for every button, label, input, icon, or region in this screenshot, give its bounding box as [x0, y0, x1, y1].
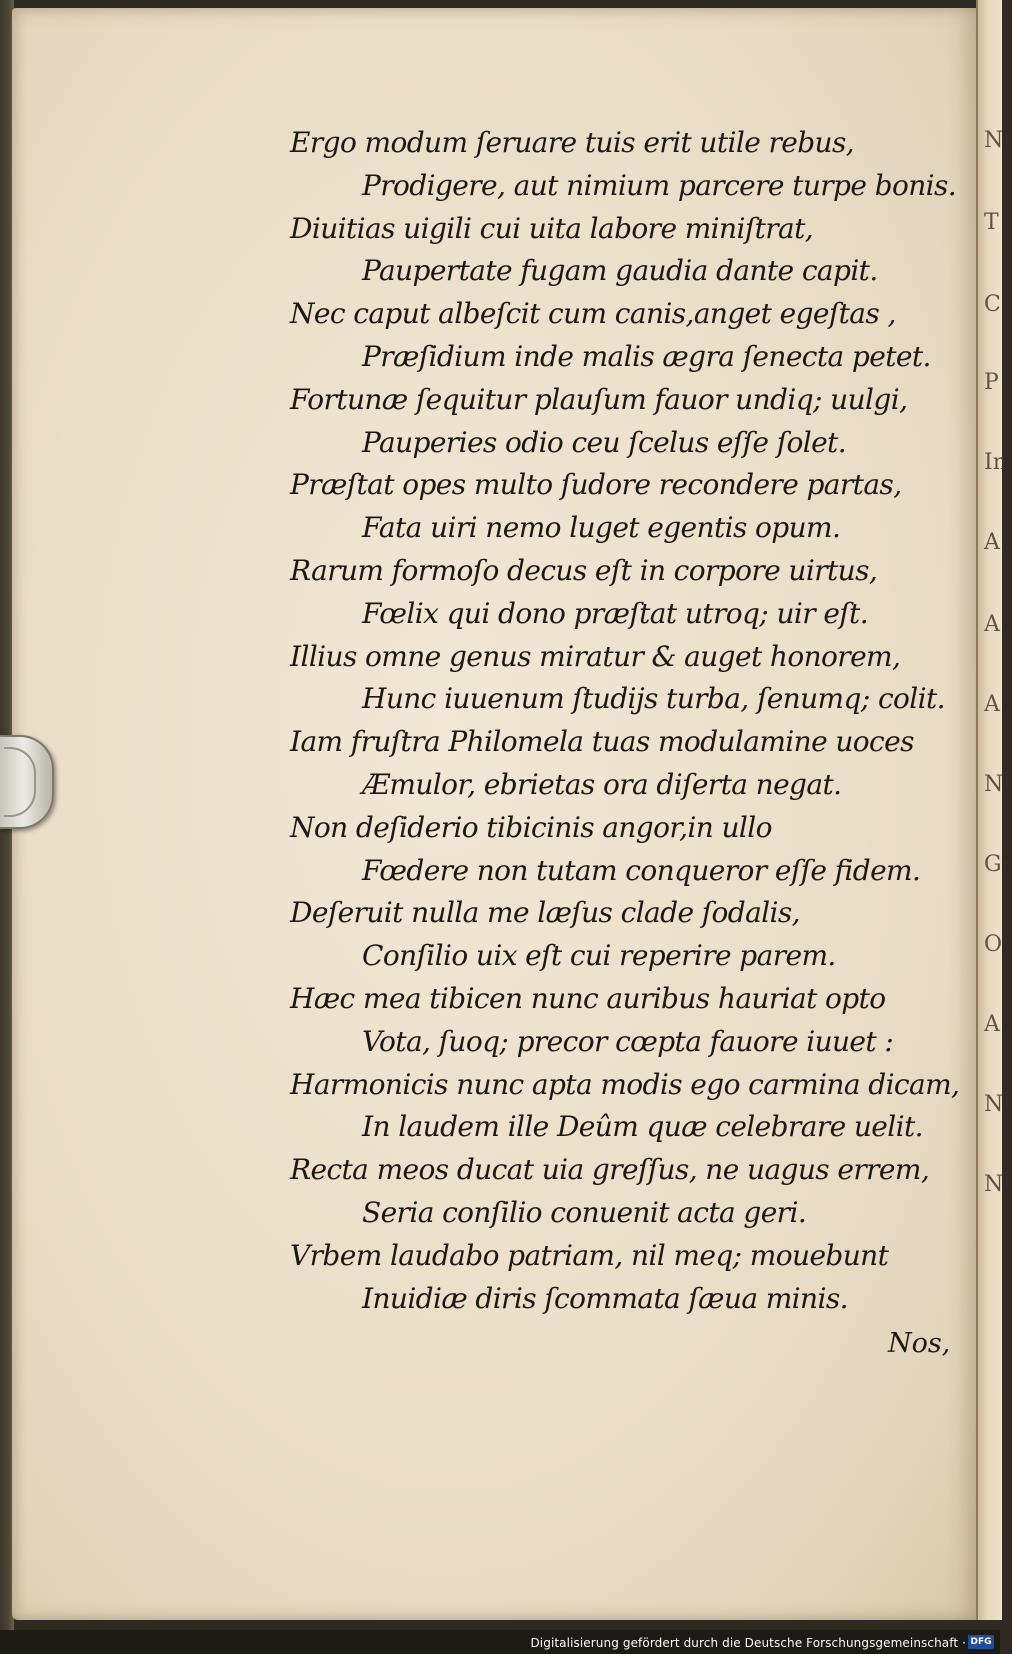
adjacent-page-letter: O: [984, 932, 1003, 957]
verse-line: Rarum formoſo decus eſt in corpore uirtus,: [290, 553, 878, 587]
verse-line: Fœlix qui dono præſtat utroq; uir eſt.: [362, 596, 869, 630]
verse-line: Æmulor, ebrietas ora diſerta negat.: [362, 767, 842, 801]
verse-line: Fata uiri nemo luget egentis opum.: [362, 511, 841, 545]
dfg-logo-icon: DFG: [968, 1635, 994, 1649]
verse-line: Deſeruit nulla me læſus clade ſodalis,: [290, 896, 800, 930]
verse-line: Vrbem laudabo patriam, nil meq; mouebunt: [290, 1238, 889, 1272]
adjacent-page-edge: [976, 0, 1002, 1620]
verse-line: Præſtat opes multo ſudore recondere partas,: [290, 468, 902, 502]
verse-line: Præſidium inde malis ægra ſenecta petet.: [362, 339, 931, 373]
verse-line: Iam fruſtra Philomela tuas modulamine uoces: [290, 725, 914, 759]
verse-line: Inuidiæ diris ſcommata ſæua minis.: [362, 1281, 848, 1315]
verse-line: Fortunæ ſequitur plauſum fauor undiq; uulgi,: [290, 382, 908, 416]
verse-line: Diuitias uigili cui uita labore miniſtrat,: [290, 211, 814, 245]
verse-line: Recta meos ducat uia greſſus, ne uagus errem,: [290, 1153, 930, 1187]
verse-line: Nec caput albeſcit cum canis,anget egeſtas ,: [290, 297, 896, 331]
verse-line: Illius omne genus miratur & auget honorem,: [290, 639, 901, 673]
adjacent-page-letter: N: [984, 1092, 1004, 1117]
verse-line: Fœdere non tutam conqueror eſſe fidem.: [362, 853, 921, 887]
verse-line: Vota, ſuoq; precor cœpta fauore iuuet :: [362, 1024, 894, 1058]
adjacent-page-letter: A: [984, 612, 1000, 637]
adjacent-page-letter: A: [984, 692, 1000, 717]
footer-credit: Digitalisierung gefördert durch die Deutsche Forschungsgemeinschaft ·: [530, 1636, 966, 1650]
verse-line: Non deſiderio tibicinis angor,in ullo: [290, 810, 772, 844]
verse-line: Conſilio uix eſt cui reperire parem.: [362, 939, 836, 973]
verse-line: Ergo modum ſeruare tuis erit utile rebus,: [290, 126, 855, 159]
clasp-inner-ring: [4, 747, 36, 817]
adjacent-page-letter: Gr: [984, 852, 1012, 877]
verse-line: In laudem ille Deûm quæ celebrare uelit.: [362, 1110, 923, 1144]
catchword: Nos,: [888, 1328, 951, 1359]
adjacent-page-letter: In: [984, 450, 1007, 475]
adjacent-page-letter: T: [984, 210, 999, 235]
adjacent-page-letter: A: [984, 530, 1000, 555]
adjacent-page-letter: N: [984, 772, 1004, 797]
verse-line: Paupertate fugam gaudia dante capit.: [362, 254, 878, 288]
verse-line: Hunc iuuenum ſtudijs turba, ſenumq; colit.: [362, 682, 945, 716]
verse-line: Hæc mea tibicen nunc auribus hauriat opto: [290, 981, 886, 1015]
adjacent-page-letter: C: [984, 292, 1001, 317]
verse-text-block: [290, 122, 970, 1320]
verse-line: Prodigere, aut nimium parcere turpe bonis.: [362, 168, 957, 202]
verse-line: Harmonicis nunc apta modis ego carmina dicam,: [290, 1067, 960, 1101]
adjacent-page-letter: N: [984, 1172, 1004, 1197]
book-clasp-icon: [0, 735, 54, 829]
adjacent-page-letter: P: [984, 370, 999, 395]
verse-line: Seria conſilio conuenit acta geri.: [362, 1195, 807, 1229]
adjacent-page-letter: A: [984, 1012, 1000, 1037]
adjacent-page-letter: N: [984, 128, 1004, 153]
verse-line: Pauperies odio ceu ſcelus eſſe ſolet.: [362, 425, 847, 459]
